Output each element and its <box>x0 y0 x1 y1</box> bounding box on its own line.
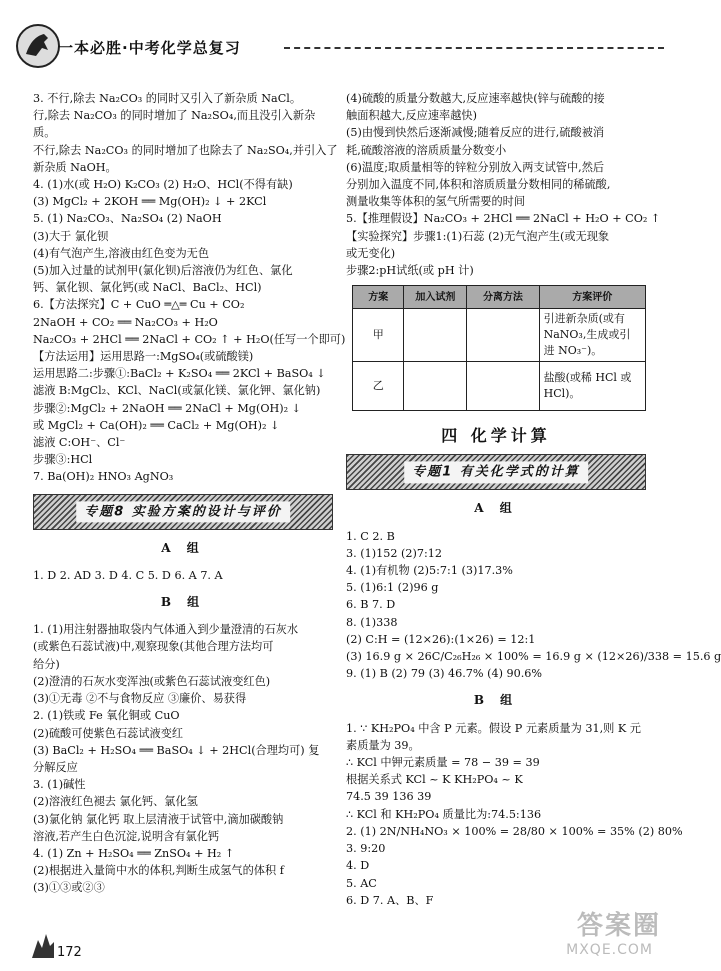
answer-line: (3)大于 氯化钡 <box>33 229 109 243</box>
table-cell: 甲 <box>353 309 404 362</box>
answer-line: 6.【方法探究】C + CuO ═△═ Cu + CO₂ <box>33 298 245 312</box>
answer-line: (2)根据进入量筒中水的体积,判断生成氢气的体积 f <box>33 864 284 878</box>
answer-line: (2)澄清的石灰水变浑浊(或紫色石蕊试液变红色) <box>33 674 271 688</box>
table-header: 方案评价 <box>539 286 645 309</box>
horse-logo-icon <box>14 22 62 70</box>
answer-line: 或无变化) <box>346 246 396 260</box>
answer-line: 1. C 2. B <box>346 529 395 543</box>
answer-line: 滤液 C:OH⁻、Cl⁻ <box>33 436 126 450</box>
table-cell: 引进新杂质(或有 NaNO₃,生成或引进 NO₃⁻)。 <box>539 309 645 362</box>
answer-line: Na₂CO₃ + 2HCl ══ 2NaCl + CO₂ ↑ + H₂O(任写一个即可) <box>33 332 346 346</box>
answer-line: 74.5 39 136 39 <box>346 790 432 804</box>
answer-line: 5. (1) Na₂CO₃、Na₂SO₄ (2) NaOH <box>33 212 222 226</box>
table-header-row <box>353 286 646 309</box>
group-a-answers: 1. D 2. AD 3. D 4. C 5. D 6. A 7. A <box>33 568 223 582</box>
answer-line: 给分) <box>33 657 60 671</box>
answer-line: (2) C:H = (12×26):(1×26) = 12:1 <box>346 632 536 646</box>
header-divider <box>284 47 664 49</box>
answer-line: 测量收集等体积的氢气所需要的时间 <box>346 195 526 209</box>
answer-line: 触面积越大,反应速率越快) <box>346 109 477 123</box>
left-top-answers <box>33 90 346 486</box>
table-cell: 盐酸(或稀 HCl 或 HCl)。 <box>539 362 645 411</box>
answer-line: 3. 9:20 <box>346 842 386 856</box>
group-a-heading: A 组 <box>161 540 205 555</box>
answer-line: 4. (1) Zn + H₂SO₄ ══ ZnSO₄ + H₂ ↑ <box>33 846 235 860</box>
right-group-b-answers <box>346 720 683 909</box>
scheme-table <box>352 285 646 411</box>
answer-line: 步骤②:MgCl₂ + 2NaOH ══ 2NaCl + Mg(OH)₂ ↓ <box>33 401 302 415</box>
answer-line: 4. (1)水(或 H₂O) K₂CO₃ (2) H₂O、HCl(不得有缺) <box>33 178 293 192</box>
answer-line: 7. Ba(OH)₂ HNO₃ AgNO₃ <box>33 470 174 484</box>
topic8-title: 专题8 实验方案的设计与评价 <box>76 501 290 522</box>
answer-line: 步骤2:pH试纸(或 pH 计) <box>346 264 474 278</box>
answer-line: 耗,硫酸溶液的溶质质量分数变小 <box>346 143 507 157</box>
left-column <box>33 90 346 897</box>
page-number: 172 <box>57 945 82 960</box>
answer-line: (3) BaCl₂ + H₂SO₄ ══ BaSO₄ ↓ + 2HCl(合理均可) 复 <box>33 743 320 757</box>
answer-line: 6. B 7. D <box>346 598 396 612</box>
answer-line: 5. AC <box>346 876 377 890</box>
answer-line: 根据关系式 KCl ~ K KH₂PO₄ ~ K <box>346 773 523 787</box>
answer-line: (3) MgCl₂ + 2KOH ══ Mg(OH)₂ ↓ + 2KCl <box>33 195 267 209</box>
answer-line: (或紫色石蕊试液)中,观察现象(其他合理方法均可 <box>33 640 274 654</box>
topic8-banner <box>33 494 333 530</box>
answer-line: 8. (1)338 <box>346 615 398 629</box>
table-row <box>353 362 646 411</box>
group-b-heading: B 组 <box>160 595 206 610</box>
section-title: 四 化学计算 <box>441 426 551 446</box>
answer-line: ∴ KCl 和 KH₂PO₄ 质量比为:74.5:136 <box>346 807 542 821</box>
answer-line: 钙、氯化钡、氯化钙(或 NaCl、BaCl₂、HCl) <box>33 281 262 295</box>
answer-line: 新杂质 NaOH。 <box>33 160 117 174</box>
answer-line: (3)氯化钠 氯化钙 取上层清液于试管中,滴加碳酸钠 <box>33 812 284 826</box>
topic1-title: 专题1 有关化学式的计算 <box>404 462 588 483</box>
answer-line: 6. D 7. A、B、F <box>346 893 434 907</box>
watermark-url: MXQE.COM <box>566 942 653 958</box>
header-title: 一本必胜·中考化学总复习 <box>58 39 241 57</box>
answer-line: (3)①无毒 ②不与食物反应 ③廉价、易获得 <box>33 692 247 706</box>
right-group-a-answers <box>346 528 721 683</box>
answer-line: (6)温度;取质量相等的锌粒分别放入两支试管中,然后 <box>346 160 605 174</box>
table-header: 方案 <box>353 286 404 309</box>
watermark-logo: 答案圈 <box>576 911 661 941</box>
group-b-heading: B 组 <box>473 693 519 708</box>
table-header: 分离方法 <box>467 286 539 309</box>
answer-line: 运用思路二:步骤①:BaCl₂ + K₂SO₄ ══ 2KCl + BaSO₄ ↓ <box>33 367 326 381</box>
page-corner-icon <box>30 930 56 960</box>
answer-line: 4. (1)有机物 (2)5:7:1 (3)17.3% <box>346 564 513 578</box>
answer-line: (3)①③或②③ <box>33 881 105 895</box>
answer-line: ∴ KCl 中钾元素质量 = 78 − 39 = 39 <box>346 756 540 770</box>
answer-line: 3. 不行,除去 Na₂CO₃ 的同时又引入了新杂质 NaCl。 <box>33 92 302 105</box>
table-header: 加入试剂 <box>404 286 467 309</box>
answer-line: 2NaOH + CO₂ ══ Na₂CO₃ + H₂O <box>33 315 218 329</box>
right-top-answers <box>346 90 661 279</box>
answer-line: 5. (1)6:1 (2)96 g <box>346 581 439 595</box>
answer-line: (2)溶液红色褪去 氯化钙、氯化氢 <box>33 795 198 809</box>
answer-line: 质。 <box>33 126 56 140</box>
answer-line: (5)由慢到快然后逐渐减慢;随着反应的进行,硫酸被消 <box>346 126 605 140</box>
topic1-banner <box>346 454 646 490</box>
answer-line: 或 MgCl₂ + Ca(OH)₂ ══ CaCl₂ + Mg(OH)₂ ↓ <box>33 418 280 432</box>
answer-line: 行,除去 Na₂CO₃ 的同时增加了 Na₂SO₄,而且没引入新杂 <box>33 109 316 123</box>
table-row <box>353 309 646 362</box>
answer-line: 不行,除去 Na₂CO₃ 的同时增加了也除去了 Na₂SO₄,并引入了 <box>33 143 338 157</box>
group-a-heading: A 组 <box>474 501 518 516</box>
answer-line: (3) 16.9 g × 26C/C₂₆H₂₆ × 100% = 16.9 g × (12×26)/338 = 15.6 g <box>346 650 721 664</box>
answer-line: (4)硫酸的质量分数越大,反应速率越快(锌与硫酸的接 <box>346 92 605 105</box>
answer-line: 分别加入温度不同,体积和溶质质量分数相同的稀硫酸, <box>346 178 611 192</box>
table-cell: 乙 <box>353 362 404 411</box>
answer-line: (5)加入过量的试剂甲(氯化钡)后溶液仍为红色、氯化 <box>33 264 293 278</box>
answer-line: 9. (1) B (2) 79 (3) 46.7% (4) 90.6% <box>346 667 543 681</box>
answer-line: 滤液 B:MgCl₂、KCl、NaCl(或氯化镁、氯化钾、氯化钠) <box>33 384 321 398</box>
answer-line: 【方法运用】运用思路一:MgSO₄(或硫酸镁) <box>33 350 254 364</box>
answer-line: 2. (1) 2N/NH₄NO₃ × 100% = 28/80 × 100% = 35% (2) 80% <box>346 824 683 838</box>
table-cell <box>467 362 539 411</box>
page-header <box>14 16 664 74</box>
answer-line: 3. (1)碱性 <box>33 778 86 792</box>
answer-line: (2)硫酸可使紫色石蕊试液变红 <box>33 726 184 740</box>
answer-line: 步骤③:HCl <box>33 453 93 467</box>
answer-line: 2. (1)铁或 Fe 氧化铜或 CuO <box>33 709 180 723</box>
table-cell <box>467 309 539 362</box>
table-cell <box>404 309 467 362</box>
answer-line: 4. D <box>346 859 370 873</box>
answer-line: 5.【推理假设】Na₂CO₃ + 2HCl ══ 2NaCl + H₂O + CO₂ ↑ <box>346 212 661 226</box>
answer-line: 1. ∵ KH₂PO₄ 中含 P 元素。假设 P 元素质量为 31,则 K 元 <box>346 721 641 735</box>
answer-line: 溶液,若产生白色沉淀,说明含有氯化钙 <box>33 829 220 843</box>
answer-line: 3. (1)152 (2)7:12 <box>346 546 442 560</box>
table-cell <box>404 362 467 411</box>
answer-line: 素质量为 39。 <box>346 738 420 752</box>
right-column <box>346 90 721 909</box>
left-group-b-answers <box>33 621 333 896</box>
answer-line: 【实验探究】步骤1:(1)石蕊 (2)无气泡产生(或无现象 <box>346 229 610 243</box>
answer-line: (4)有气泡产生,溶液由红色变为无色 <box>33 246 210 260</box>
answer-line: 1. (1)用注射器抽取袋内气体通入到少量澄清的石灰水 <box>33 623 299 637</box>
answer-line: 分解反应 <box>33 760 78 774</box>
